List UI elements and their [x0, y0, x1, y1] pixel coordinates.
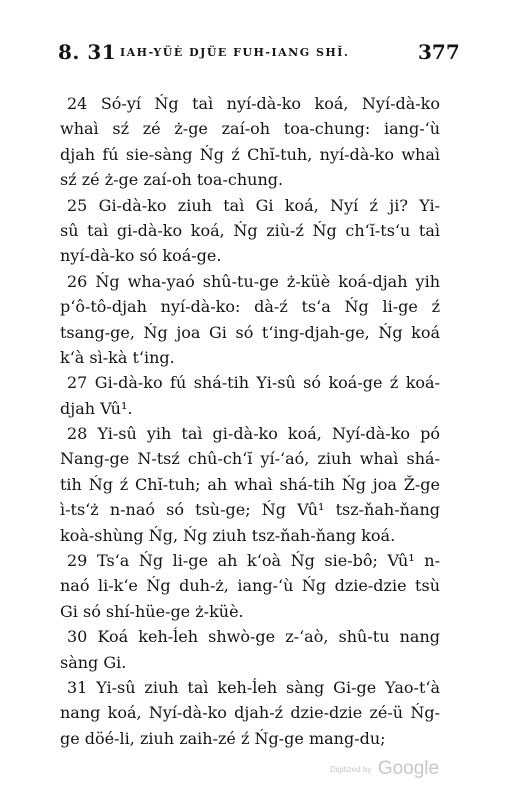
text-line: Gi só shí-hüe-ge ż-küè. — [60, 601, 244, 621]
chapter-verse-ref: 8. 31 — [58, 40, 117, 64]
text-line: 30 Koá keh-ĺeh shwò-ge z-‘aò, shû-tu nang — [67, 627, 440, 647]
text-line: sź zé ż-ge zaí-oh toa-chung. — [60, 170, 284, 190]
page-number: 377 — [418, 40, 460, 64]
text-line: ge döé-li, ziuh zaih-zé ź Ńg-ge mang-du; — [60, 728, 386, 748]
text-line: whaì sź zé ż-ge zaí-oh toa-chung: iang-‘ù — [60, 119, 440, 139]
text-line: p‘ô-tô-djah nyí-dà-ko: dà-ź ts‘a Ńg li-ge ź — [60, 297, 440, 317]
running-title: IAH-YÜÈ DJÜE FUH-IANG SHĬ. — [120, 46, 350, 59]
text-line: 24 Só-yí Ńg taì nyí-dà-ko koá, Nyí-dà-ko — [67, 94, 440, 113]
text-line: naó li-k‘e Ńg duh-ż, iang-‘ù Ńg dzie-dzie tsù — [60, 576, 440, 596]
text-line: sàng Gi. — [60, 652, 127, 672]
text-line: tih Ńg ź Chĭ-tuh; ah whaì shá-tih Ńg joa Ž-ge — [60, 474, 440, 494]
text-line: Nang-ge N-tsź chû-ch‘ĭ yí-‘aó, ziuh whaì shá- — [60, 449, 440, 469]
text-line: k‘à sì-kà t‘ing. — [60, 347, 175, 367]
text-line: 26 Ńg wha-yaó shû-tu-ge ż-küè koá-djah yih — [67, 271, 440, 291]
watermark-prefix: Digitized by — [330, 765, 372, 774]
running-header — [0, 40, 516, 70]
text-line: tsang-ge, Ńg joa Gi só t‘ing-djah-ge, Ńg koá — [60, 322, 440, 342]
text-line: djah Vû¹. — [60, 398, 133, 418]
text-line: koà-shùng Ńg, Ńg ziuh tsz-ňah-ňang koá. — [60, 525, 396, 545]
digitized-watermark — [330, 758, 439, 780]
text-line: 27 Gi-dà-ko fú shá-tih Yi-sû só koá-ge ź koá- — [67, 373, 440, 393]
text-line: djah fú sie-sàng Ńg ź Chĭ-tuh, nyí-dà-ko whaì — [60, 144, 440, 164]
text-line: sû taì gi-dà-ko koá, Ńg ziù-ź Ńg ch‘ĭ-ts‘u taì — [60, 220, 440, 240]
text-line: 25 Gi-dà-ko ziuh taì Gi koá, Nyí ź ji? Yi- — [67, 195, 440, 215]
text-line: 29 Ts‘a Ńg li-ge ah k‘oà Ńg sie-bô; Vû¹ n- — [67, 551, 440, 571]
text-line: nang koá, Nyí-dà-ko djah-ź dzie-dzie zé-ü Ńg- — [60, 703, 440, 723]
text-line: ì-ts‘ż n-naó só tsù-ge; Ńg Vû¹ tsz-ňah-ňang — [60, 500, 440, 520]
text-line: 31 Yi-sû ziuh taì keh-ĺeh sàng Gi-ge Yao-t‘à — [67, 677, 440, 697]
text-line: nyí-dà-ko só koá-ge. — [60, 246, 222, 266]
text-line: 28 Yi-sû yih taì gi-dà-ko koá, Nyí-dà-ko pó — [67, 424, 440, 444]
scripture-text — [60, 91, 440, 751]
google-logo: Google — [377, 758, 440, 779]
